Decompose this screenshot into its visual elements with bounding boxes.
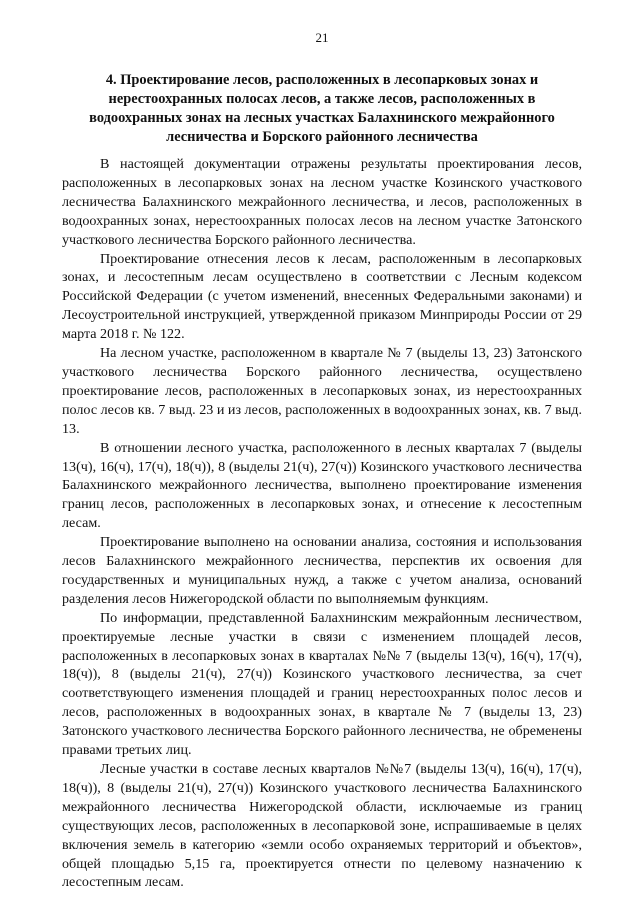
paragraph: Лесные участки в составе лесных кварталов №№7 (выделы 13(ч), 16(ч), 17(ч), 18(ч)), 8 (выделы 21(ч), 27(ч)) Козинского участкового лесничества Балахнинского межрайонного лесничества Нижегородской области, исключаемые из границ существующих лесов, расположенных в лесопарковой зоне, испрашиваемые в целях включения земель в категорию «земли особо охраняемых территорий и объектов», общей площадью 5,15 га, проектируется отнести по целевому назначению к лесостепным лесам. (62, 761, 582, 891)
paragraph: В настоящей документации отражены результаты проектирования лесов, расположенных в лесопарковых зонах на лесном участке Козинского участкового лесничества Балахнинского межрайонного лесничества, и лесов, расположенных в водоохранных зонах, нерестоохранных полосах лесов на лесном участке Затонского участкового лесничества Борского районного лесничества. (62, 156, 582, 248)
page-number: 21 (315, 30, 329, 45)
document-body (62, 155, 582, 892)
paragraph: Проектирование выполнено на основании анализа, состояния и использования лесов Балахнинского межрайонного лесничества, перспектив их освоения для государственных и муниципальных нужд, а также с учетом анализа, оснований разделения лесов Нижегородской области по выполняемым функциям. (62, 534, 582, 607)
paragraph: Проектирование отнесения лесов к лесам, расположенным в лесопарковых зонах, и лесостепным лесам осуществлено в соответствии с Лесным кодексом Российской Федерации (с учетом изменений, внесенных Федеральными законами) и Лесоустроительной инструкцией, утвержденной приказом Минприроды России от 29 марта 2018 г. № 122. (62, 250, 582, 343)
section-title: 4. Проектирование лесов, расположенных в лесопарковых зонах и нерестоохранных полосах лесов, а также лесов, расположенных в водоохранных зонах на лесных участках Балахнинского межрайонного лесничества и Борского районного лесничества (89, 72, 555, 145)
paragraph: По информации, представленной Балахнинским межрайонным лесничеством, проектируемые лесные участки в связи с изменением площадей лесов, расположенных в лесопарковых зонах в кварталах №№ 7 (выделы 13(ч), 16(ч), 17(ч), 18(ч)), 8 (выделы 21(ч), 27(ч)) Козинского участкового лесничества, за счет соответствующего изменения площадей и границ нерестоохранных полос лесов и лесов, расположенных в водоохранных зонах, в квартале № 7 (выделы 13, 23) Затонского участкового лесничества Борского районного лесничества, не обременены правами третьих лиц. (62, 609, 582, 759)
paragraph: На лесном участке, расположенном в квартале № 7 (выделы 13, 23) Затонского участкового лесничества Борского районного лесничества, осуществлено проектирование лесов, расположенных в лесопарковых зонах, из нерестоохранных полос лесов кв. 7 выд. 23 и из лесов, расположенных в водоохранных зонах, кв. 7 выд. 13. (62, 345, 582, 437)
paragraph: В отношении лесного участка, расположенного в лесных кварталах 7 (выделы 13(ч), 16(ч), 17(ч), 18(ч)), 8 (выделы 21(ч), 27(ч)) Козинского участкового лесничества Балахнинского межрайонного лесничества, выполнено проектирование изменения границ лесов, расположенных в лесопарковых зонах, и отнесение к лесостепным лесам. (62, 439, 582, 532)
